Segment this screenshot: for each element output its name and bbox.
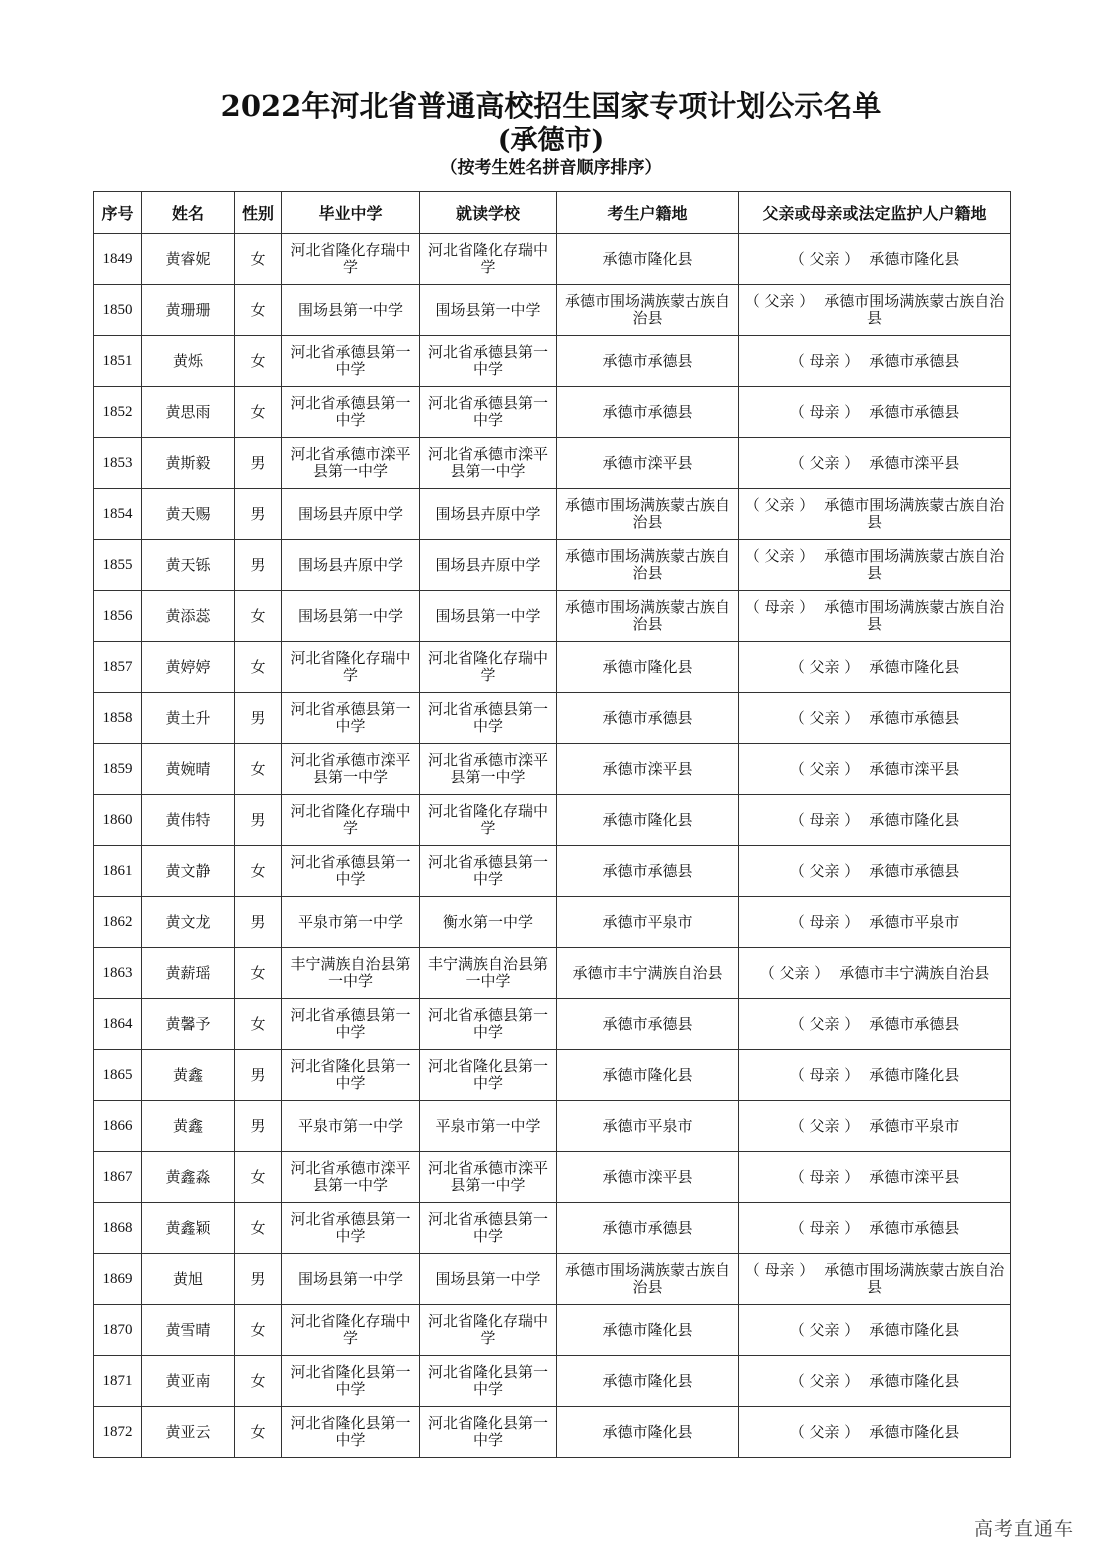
guardian-place: 承德市承德县 [869,1014,960,1033]
cell-household: 承德市承德县 [557,999,739,1050]
cell-current-school: 河北省隆化县第一中学 [420,1356,557,1407]
cell-grad-school: 河北省隆化存瑞中学 [282,642,420,693]
cell-household: 承德市丰宁满族自治县 [557,948,739,999]
cell-name: 黄文龙 [142,897,235,948]
cell-household: 承德市承德县 [557,387,739,438]
cell-grad-school: 河北省隆化县第一中学 [282,1356,420,1407]
table-row [94,1305,1011,1356]
watermark: 高考直通车 [973,1518,1074,1540]
cell-name: 黄珊珊 [142,285,235,336]
table-row [94,540,1011,591]
guardian-relation: （ 父亲 ） [789,1116,860,1135]
table-row [94,1152,1011,1203]
cell-name: 黄睿妮 [142,234,235,285]
cell-name: 黄烁 [142,336,235,387]
guardian-place: 承德市隆化县 [869,1371,960,1390]
guardian-relation: （ 母亲 ） [789,402,860,421]
cell-grad-school: 围场县卉原中学 [282,540,420,591]
cell-grad-school: 河北省隆化存瑞中学 [282,795,420,846]
guardian-relation: （ 父亲 ） [789,1371,860,1390]
table-row [94,744,1011,795]
cell-seq: 1870 [94,1305,142,1356]
table-row [94,948,1011,999]
cell-grad-school: 河北省承德市滦平县第一中学 [282,744,420,795]
table-row [94,1407,1011,1458]
guardian-relation: （ 父亲 ） [789,861,860,880]
cell-grad-school: 围场县第一中学 [282,285,420,336]
cell-grad-school: 丰宁满族自治县第一中学 [282,948,420,999]
cell-gender: 女 [235,1356,282,1407]
cell-grad-school: 河北省承德县第一中学 [282,693,420,744]
cell-household: 承德市隆化县 [557,1356,739,1407]
document-subtitle: (承德市) [497,125,605,156]
header-seq: 序号 [94,192,142,234]
cell-guardian-household [739,1152,1011,1203]
guardian-place: 承德市围场满族蒙古族自治县 [824,292,1005,327]
guardian-place: 承德市承德县 [869,402,960,421]
cell-seq: 1853 [94,438,142,489]
cell-name: 黄鑫淼 [142,1152,235,1203]
cell-guardian-household [739,795,1011,846]
table-row [94,438,1011,489]
cell-guardian-household [739,285,1011,336]
cell-name: 黄添蕊 [142,591,235,642]
cell-name: 黄斯毅 [142,438,235,489]
cell-name: 黄鑫 [142,1050,235,1101]
cell-name: 黄文静 [142,846,235,897]
cell-seq: 1858 [94,693,142,744]
cell-seq: 1854 [94,489,142,540]
table-row [94,999,1011,1050]
cell-guardian-household [739,999,1011,1050]
cell-current-school: 河北省承德县第一中学 [420,1203,557,1254]
cell-current-school: 丰宁满族自治县第一中学 [420,948,557,999]
cell-guardian-household [739,489,1011,540]
cell-gender: 女 [235,591,282,642]
guardian-place: 承德市承德县 [869,708,960,727]
cell-household: 承德市滦平县 [557,1152,739,1203]
cell-gender: 男 [235,693,282,744]
table-row [94,846,1011,897]
cell-household: 承德市围场满族蒙古族自治县 [557,540,739,591]
cell-household: 承德市围场满族蒙古族自治县 [557,591,739,642]
cell-guardian-household [739,1101,1011,1152]
cell-household: 承德市隆化县 [557,1305,739,1356]
header-current-school: 就读学校 [420,192,557,234]
cell-guardian-household [739,1050,1011,1101]
guardian-relation: （ 父亲 ） [789,708,860,727]
cell-gender: 女 [235,999,282,1050]
guardian-relation: （ 母亲 ） [744,1261,815,1279]
table-row [94,591,1011,642]
cell-household: 承德市承德县 [557,336,739,387]
guardian-relation: （ 父亲 ） [789,1014,860,1033]
header-row [94,192,1011,234]
table-row [94,795,1011,846]
cell-current-school: 围场县第一中学 [420,1254,557,1305]
cell-current-school: 河北省隆化存瑞中学 [420,234,557,285]
cell-current-school: 河北省承德县第一中学 [420,693,557,744]
cell-guardian-household [739,1356,1011,1407]
cell-current-school: 河北省承德市滦平县第一中学 [420,438,557,489]
roster-table [93,191,1011,1458]
cell-grad-school: 河北省承德县第一中学 [282,1203,420,1254]
cell-household: 承德市平泉市 [557,1101,739,1152]
guardian-place: 承德市围场满族蒙古族自治县 [824,1261,1005,1296]
guardian-relation: （ 父亲 ） [789,657,860,676]
cell-seq: 1861 [94,846,142,897]
guardian-place: 承德市围场满族蒙古族自治县 [824,598,1005,633]
cell-grad-school: 围场县第一中学 [282,591,420,642]
cell-name: 黄馨予 [142,999,235,1050]
guardian-place: 承德市滦平县 [869,1167,960,1186]
cell-gender: 女 [235,285,282,336]
cell-grad-school: 河北省承德县第一中学 [282,336,420,387]
guardian-place: 承德市承德县 [869,861,960,880]
cell-seq: 1872 [94,1407,142,1458]
guardian-place: 承德市平泉市 [869,1116,960,1135]
cell-seq: 1871 [94,1356,142,1407]
cell-household: 承德市滦平县 [557,744,739,795]
guardian-place: 承德市隆化县 [869,249,960,268]
guardian-place: 承德市丰宁满族自治县 [839,963,990,982]
guardian-place: 承德市围场满族蒙古族自治县 [824,496,1005,531]
cell-guardian-household [739,336,1011,387]
cell-gender: 男 [235,1101,282,1152]
cell-household: 承德市围场满族蒙古族自治县 [557,285,739,336]
cell-seq: 1850 [94,285,142,336]
cell-gender: 女 [235,234,282,285]
table-row [94,1050,1011,1101]
cell-gender: 女 [235,1407,282,1458]
guardian-relation: （ 母亲 ） [789,912,860,931]
guardian-place: 承德市隆化县 [869,1320,960,1339]
table-row [94,1254,1011,1305]
cell-seq: 1869 [94,1254,142,1305]
cell-gender: 女 [235,642,282,693]
cell-current-school: 河北省隆化存瑞中学 [420,795,557,846]
cell-household: 承德市承德县 [557,846,739,897]
cell-household: 承德市隆化县 [557,795,739,846]
cell-name: 黄亚南 [142,1356,235,1407]
cell-seq: 1868 [94,1203,142,1254]
cell-current-school: 河北省隆化县第一中学 [420,1050,557,1101]
cell-grad-school: 平泉市第一中学 [282,1101,420,1152]
cell-grad-school: 平泉市第一中学 [282,897,420,948]
cell-name: 黄婷婷 [142,642,235,693]
table-row [94,336,1011,387]
cell-name: 黄天赐 [142,489,235,540]
header-grad-school: 毕业中学 [282,192,420,234]
cell-seq: 1852 [94,387,142,438]
guardian-place: 承德市隆化县 [869,1422,960,1441]
guardian-place: 承德市平泉市 [869,912,960,931]
cell-name: 黄薪瑶 [142,948,235,999]
cell-name: 黄鑫颖 [142,1203,235,1254]
cell-seq: 1855 [94,540,142,591]
cell-grad-school: 河北省隆化县第一中学 [282,1407,420,1458]
cell-seq: 1856 [94,591,142,642]
guardian-relation: （ 母亲 ） [789,1065,860,1084]
cell-gender: 女 [235,1203,282,1254]
table-row [94,489,1011,540]
guardian-relation: （ 母亲 ） [744,598,815,616]
guardian-relation: （ 父亲 ） [789,453,860,472]
table-row [94,1101,1011,1152]
cell-seq: 1851 [94,336,142,387]
cell-name: 黄土升 [142,693,235,744]
guardian-place: 承德市围场满族蒙古族自治县 [824,547,1005,582]
cell-name: 黄亚云 [142,1407,235,1458]
cell-guardian-household [739,846,1011,897]
cell-name: 黄思雨 [142,387,235,438]
cell-name: 黄天铄 [142,540,235,591]
cell-current-school: 围场县第一中学 [420,285,557,336]
cell-household: 承德市平泉市 [557,897,739,948]
cell-guardian-household [739,1254,1011,1305]
cell-name: 黄旭 [142,1254,235,1305]
table-row [94,897,1011,948]
cell-guardian-household [739,438,1011,489]
table-row [94,387,1011,438]
cell-gender: 女 [235,846,282,897]
cell-gender: 男 [235,795,282,846]
cell-grad-school: 河北省隆化县第一中学 [282,1050,420,1101]
cell-gender: 女 [235,1152,282,1203]
table-row [94,1203,1011,1254]
cell-current-school: 河北省承德县第一中学 [420,846,557,897]
cell-current-school: 围场县卉原中学 [420,489,557,540]
cell-name: 黄伟特 [142,795,235,846]
cell-gender: 女 [235,948,282,999]
header-household: 考生户籍地 [557,192,739,234]
cell-gender: 男 [235,438,282,489]
cell-seq: 1857 [94,642,142,693]
cell-gender: 男 [235,897,282,948]
cell-grad-school: 围场县卉原中学 [282,489,420,540]
cell-household: 承德市隆化县 [557,642,739,693]
cell-household: 承德市隆化县 [557,1407,739,1458]
cell-grad-school: 河北省隆化存瑞中学 [282,1305,420,1356]
cell-guardian-household [739,897,1011,948]
cell-grad-school: 围场县第一中学 [282,1254,420,1305]
cell-grad-school: 河北省承德市滦平县第一中学 [282,438,420,489]
guardian-relation: （ 母亲 ） [789,1218,860,1237]
cell-seq: 1865 [94,1050,142,1101]
table-row [94,693,1011,744]
cell-seq: 1867 [94,1152,142,1203]
table-row [94,234,1011,285]
header-gender: 性别 [235,192,282,234]
cell-current-school: 围场县第一中学 [420,591,557,642]
cell-current-school: 衡水第一中学 [420,897,557,948]
guardian-place: 承德市隆化县 [869,810,960,829]
cell-current-school: 河北省承德县第一中学 [420,387,557,438]
cell-guardian-household [739,387,1011,438]
cell-seq: 1862 [94,897,142,948]
table-body [94,234,1011,1458]
cell-gender: 女 [235,744,282,795]
cell-seq: 1864 [94,999,142,1050]
cell-guardian-household [739,642,1011,693]
cell-seq: 1863 [94,948,142,999]
cell-current-school: 河北省隆化存瑞中学 [420,642,557,693]
guardian-relation: （ 母亲 ） [789,1167,860,1186]
guardian-relation: （ 母亲 ） [789,351,860,370]
cell-guardian-household [739,234,1011,285]
cell-guardian-household [739,693,1011,744]
table-row [94,1356,1011,1407]
cell-name: 黄雪晴 [142,1305,235,1356]
guardian-place: 承德市滦平县 [869,453,960,472]
cell-seq: 1860 [94,795,142,846]
cell-gender: 男 [235,540,282,591]
cell-current-school: 河北省隆化县第一中学 [420,1407,557,1458]
cell-household: 承德市承德县 [557,693,739,744]
cell-guardian-household [739,540,1011,591]
table-header [94,192,1011,234]
cell-gender: 男 [235,1050,282,1101]
cell-guardian-household [739,948,1011,999]
guardian-place: 承德市隆化县 [869,657,960,676]
cell-grad-school: 河北省承德市滦平县第一中学 [282,1152,420,1203]
cell-current-school: 围场县卉原中学 [420,540,557,591]
guardian-place: 承德市承德县 [869,351,960,370]
guardian-relation: （ 父亲 ） [759,963,830,982]
cell-current-school: 河北省承德县第一中学 [420,999,557,1050]
cell-current-school: 河北省隆化存瑞中学 [420,1305,557,1356]
cell-name: 黄鑫 [142,1101,235,1152]
cell-guardian-household [739,744,1011,795]
guardian-place: 承德市承德县 [869,1218,960,1237]
guardian-relation: （ 父亲 ） [744,292,815,310]
cell-grad-school: 河北省隆化存瑞中学 [282,234,420,285]
cell-guardian-household [739,1305,1011,1356]
cell-name: 黄婉晴 [142,744,235,795]
cell-current-school: 平泉市第一中学 [420,1101,557,1152]
cell-grad-school: 河北省承德县第一中学 [282,846,420,897]
cell-guardian-household [739,1203,1011,1254]
table-row [94,642,1011,693]
cell-gender: 女 [235,336,282,387]
cell-household: 承德市承德县 [557,1203,739,1254]
header-guardian-household: 父亲或母亲或法定监护人户籍地 [739,192,1011,234]
cell-seq: 1849 [94,234,142,285]
cell-guardian-household [739,1407,1011,1458]
cell-grad-school: 河北省承德县第一中学 [282,387,420,438]
sort-note: （按考生姓名拼音顺序排序） [440,158,662,178]
cell-seq: 1859 [94,744,142,795]
table-row [94,285,1011,336]
guardian-relation: （ 母亲 ） [789,810,860,829]
guardian-relation: （ 父亲 ） [744,496,815,514]
guardian-relation: （ 父亲 ） [789,1422,860,1441]
guardian-relation: （ 父亲 ） [789,249,860,268]
cell-gender: 男 [235,1254,282,1305]
cell-current-school: 河北省承德县第一中学 [420,336,557,387]
guardian-place: 承德市滦平县 [869,759,960,778]
cell-household: 承德市隆化县 [557,1050,739,1101]
cell-gender: 女 [235,1305,282,1356]
guardian-place: 承德市隆化县 [869,1065,960,1084]
document-title: 2022年河北省普通高校招生国家专项计划公示名单 [220,89,882,123]
cell-household: 承德市隆化县 [557,234,739,285]
guardian-relation: （ 父亲 ） [744,547,815,565]
guardian-relation: （ 父亲 ） [789,759,860,778]
cell-household: 承德市围场满族蒙古族自治县 [557,1254,739,1305]
cell-household: 承德市围场满族蒙古族自治县 [557,489,739,540]
cell-gender: 女 [235,387,282,438]
header-name: 姓名 [142,192,235,234]
cell-household: 承德市滦平县 [557,438,739,489]
guardian-relation: （ 父亲 ） [789,1320,860,1339]
cell-guardian-household [739,591,1011,642]
cell-current-school: 河北省承德市滦平县第一中学 [420,1152,557,1203]
cell-gender: 男 [235,489,282,540]
cell-current-school: 河北省承德市滦平县第一中学 [420,744,557,795]
cell-grad-school: 河北省承德县第一中学 [282,999,420,1050]
cell-seq: 1866 [94,1101,142,1152]
